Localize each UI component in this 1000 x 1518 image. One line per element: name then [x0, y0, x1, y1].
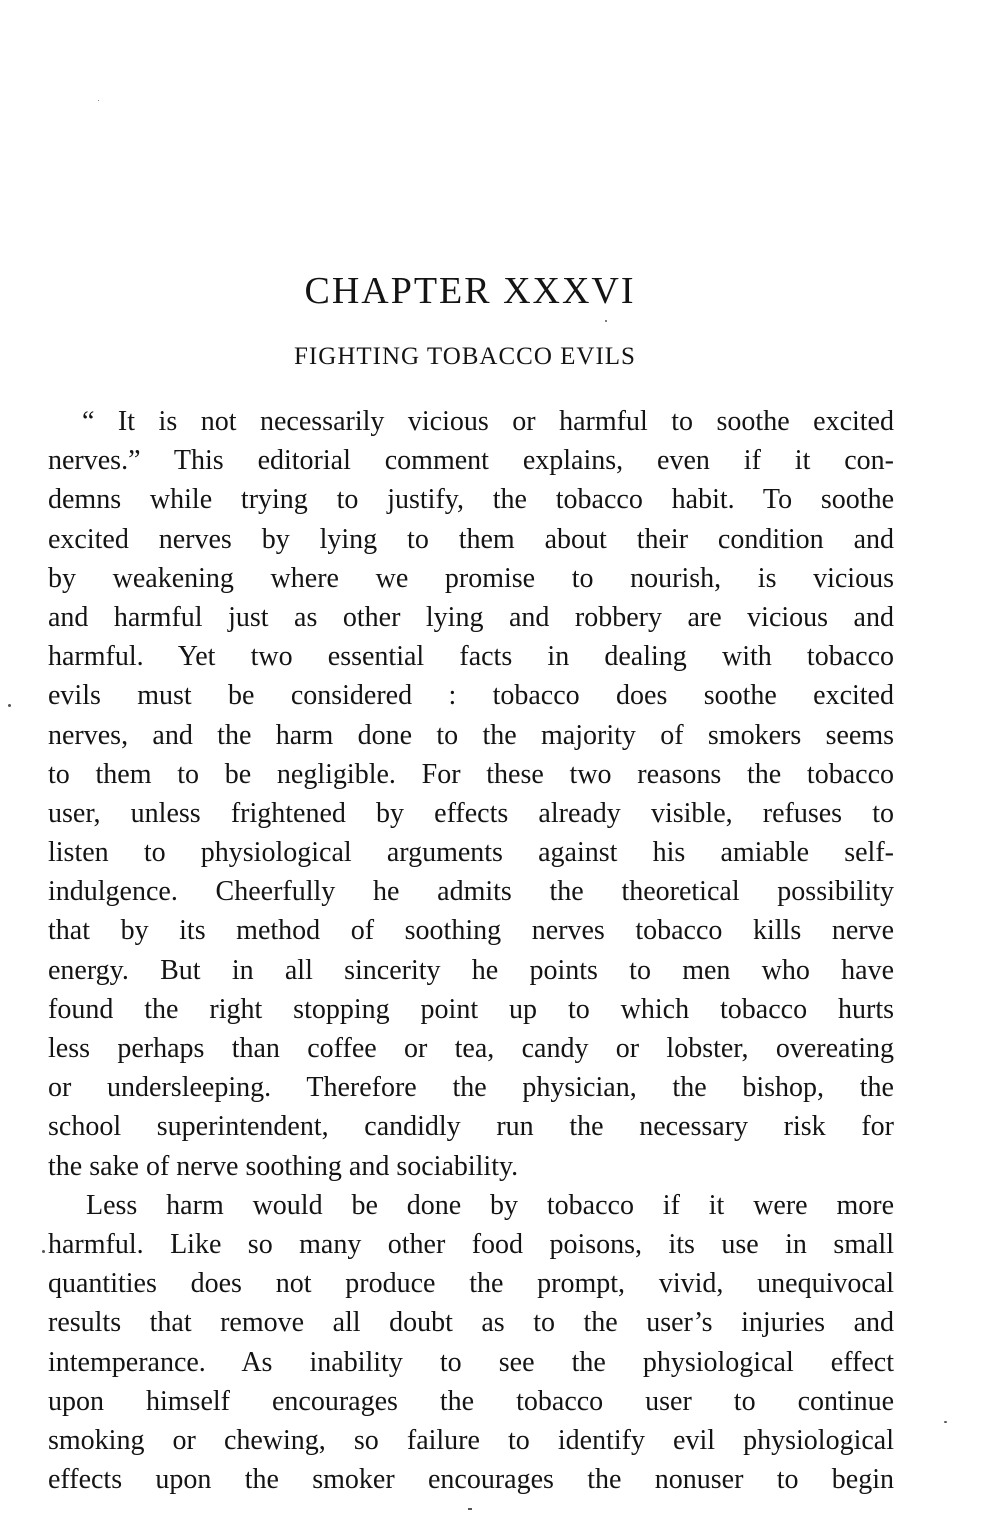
text-line: “ It is not necessarily vicious or harmful to soothe excited — [82, 406, 894, 437]
text-line: quantities does not produce the prompt, vivid, unequivocal — [48, 1268, 894, 1300]
text-line: that by its method of soothing nerves tobacco kills nerve — [48, 915, 894, 947]
text-line: listen to physiological arguments against his amiable self- — [48, 837, 894, 869]
chapter-title: FIGHTING TOBACCO EVILS — [294, 343, 636, 370]
text-line: smoking or chewing, so failure to identify evil physiological — [48, 1424, 894, 1456]
body-text — [48, 402, 894, 1499]
scan-speck — [468, 1508, 472, 1510]
text-line: evils must be considered : tobacco does soothe excited — [48, 680, 894, 712]
text-line: by weakening where we promise to nourish, is vicious — [48, 562, 894, 594]
text-line: excited nerves by lying to them about their condition and — [48, 523, 894, 555]
text-line: school superintendent, candidly run the necessary risk for — [48, 1111, 894, 1143]
text-line: Less harm would be done by tobacco if it were more — [86, 1189, 894, 1221]
text-line: results that remove all doubt as to the user’s injuries and — [48, 1307, 894, 1339]
scan-speck — [944, 1421, 947, 1423]
text-line: indulgence. Cheerfully he admits the theoretical possibility — [48, 876, 894, 908]
text-line: harmful. Yet two essential facts in dealing with tobacco — [48, 641, 894, 673]
text-line: and harmful just as other lying and robbery are vicious and — [48, 601, 894, 633]
scan-speck — [605, 320, 607, 322]
text-line: to them to be negligible. For these two reasons the tobacco — [48, 758, 894, 790]
text-line: the sake of nerve soothing and sociability. — [48, 1150, 519, 1182]
text-line: intemperance. As inability to see the physiological effect — [48, 1346, 894, 1378]
text-line: or undersleeping. Therefore the physician, the bishop, the — [48, 1072, 894, 1104]
chapter-number: CHAPTER XXXVI — [304, 270, 636, 312]
text-line: energy. But in all sincerity he points to men who have — [48, 954, 894, 986]
text-line: nerves, and the harm done to the majority of smokers seems — [48, 719, 894, 751]
paragraph-1 — [48, 402, 894, 1186]
text-line: user, unless frightened by effects already visible, refuses to — [48, 797, 894, 829]
text-line: less perhaps than coffee or tea, candy or lobster, overeating — [48, 1033, 894, 1064]
text-line: upon himself encourages the tobacco user to continue — [48, 1385, 894, 1417]
text-line: demns while trying to justify, the tobacco habit. To soothe — [48, 484, 894, 516]
scan-speck — [42, 1250, 45, 1253]
paragraph-2 — [48, 1186, 894, 1500]
text-line: found the right stopping point up to which tobacco hurts — [48, 993, 894, 1025]
scan-speck — [98, 100, 99, 101]
text-line: effects upon the smoker encourages the nonuser to begin — [48, 1464, 894, 1496]
text-line: nerves.” This editorial comment explains, even if it con- — [48, 445, 894, 477]
scan-speck — [8, 704, 11, 707]
text-line: harmful. Like so many other food poisons, its use in small — [48, 1228, 894, 1260]
